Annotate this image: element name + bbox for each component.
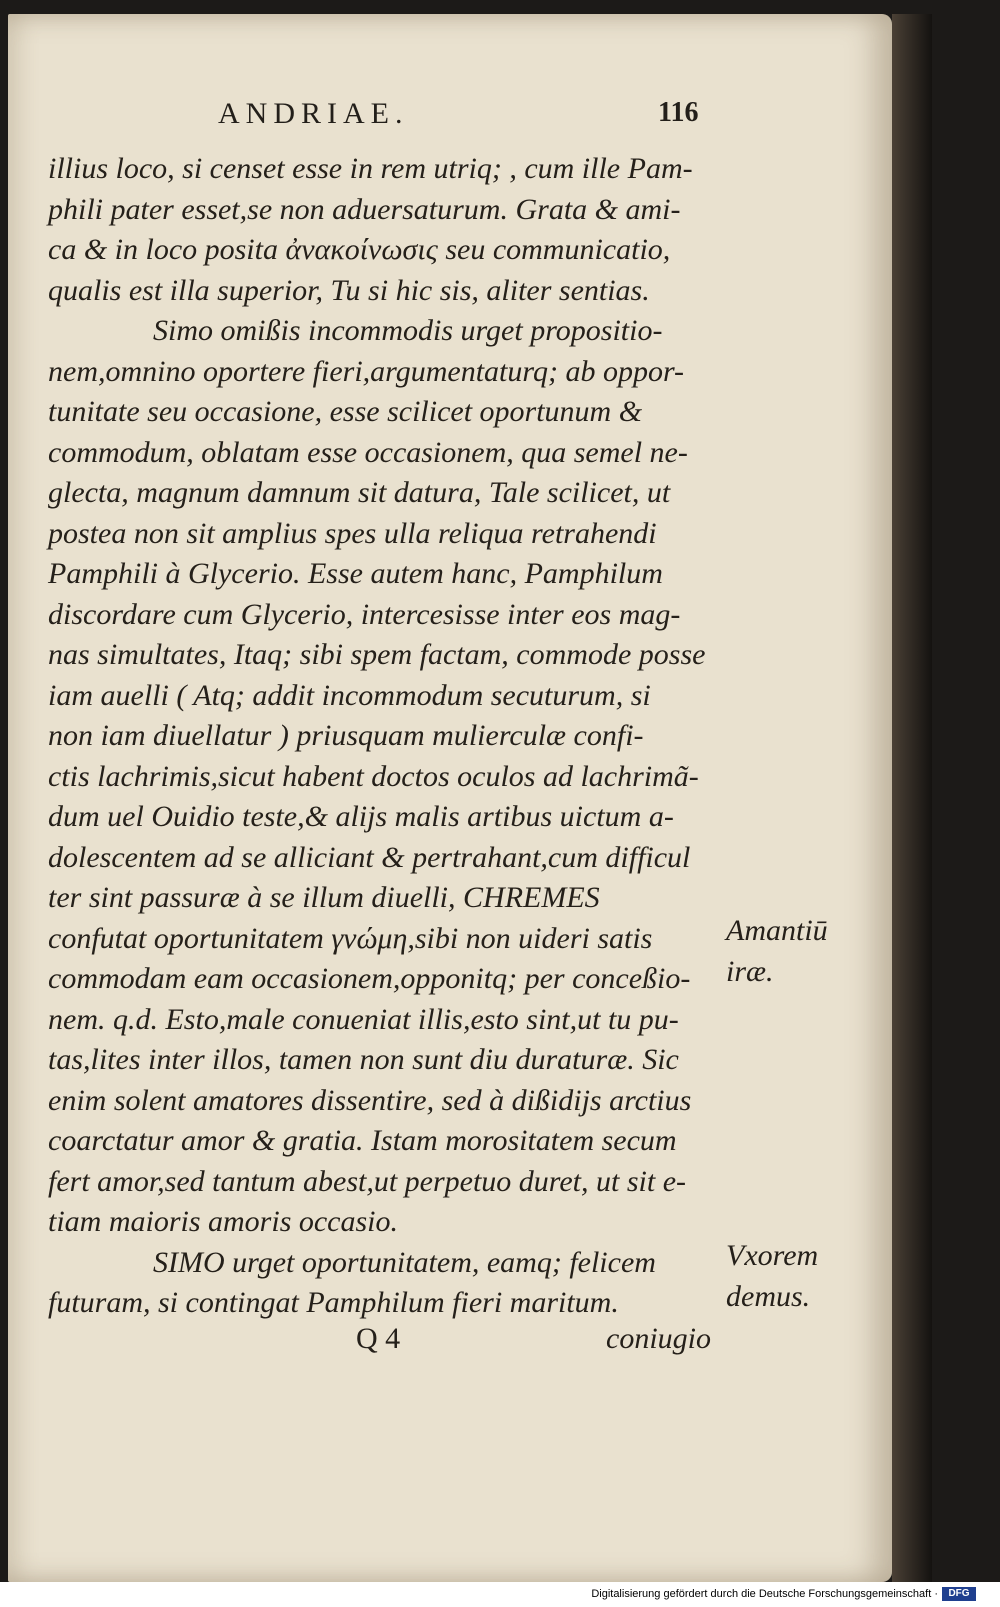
- text-line: phili pater esset,se non aduersaturum. Grata & ami-: [48, 192, 681, 226]
- text-line: commodum, oblatam esse occasionem, qua semel ne-: [48, 435, 688, 469]
- text-line: coarctatur amor & gratia. Istam morositatem secum: [48, 1124, 677, 1157]
- margin-note-line: Amantiū: [726, 914, 828, 947]
- text-line: dolescentem ad se alliciant & pertrahant,cum difficul: [48, 840, 691, 874]
- text-line: ter sint passuræ à se illum diuelli, CHREMES: [48, 881, 600, 914]
- text-line: iam auelli ( Atq; addit incommodum secuturum, si: [48, 678, 651, 712]
- text-line: qualis est illa superior, Tu si hic sis, aliter sentias.: [48, 273, 650, 307]
- page-number: 116: [658, 97, 699, 128]
- text-line: Simo omißis incommodis urget propositio-: [153, 314, 663, 347]
- text-line: dum uel Ouidio teste,& alijs malis artibus uictum a-: [48, 800, 674, 833]
- text-line: confutat oportunitatem γνώμη,sibi non uideri satis: [48, 921, 653, 955]
- text-line: tiam maioris amoris occasio.: [48, 1205, 399, 1238]
- margin-note-line: demus.: [726, 1279, 811, 1313]
- text-line: tas,lites inter illos, tamen non sunt diu duraturæ. Sic: [48, 1043, 679, 1076]
- text-line: nem. q.d. Esto,male conueniat illis,esto sint,ut tu pu-: [48, 1002, 679, 1036]
- signature-mark: Q 4: [356, 1322, 401, 1355]
- text-line: discordare cum Glycerio, intercesisse inter eos mag-: [48, 597, 681, 631]
- text-line: ca & in loco posita ἀνακοίνωσις seu communicatio,: [48, 233, 671, 266]
- text-line: enim solent amatores dissentire, sed à dißidijs arctius: [48, 1083, 692, 1117]
- catchword: coniugio: [606, 1322, 711, 1355]
- text-line: tunitate seu occasione, esse scilicet oportunum &: [48, 395, 643, 428]
- book-page: [8, 14, 892, 1582]
- book-edge-shadow: [892, 14, 932, 1582]
- credit-text: Digitalisierung gefördert durch die Deutsche Forschungsgemeinschaft ·: [591, 1588, 938, 1600]
- text-line: non iam diuellatur ) priusquam mulierculæ confi-: [48, 719, 644, 752]
- text-line: Pamphili à Glycerio. Esse autem hanc, Pamphilum: [48, 557, 663, 590]
- text-line: nem,omnino oportere fieri,argumentaturq; ab oppor-: [48, 354, 685, 388]
- text-line: glecta, magnum damnum sit datura, Tale scilicet, ut: [48, 476, 671, 509]
- text-line: futuram, si contingat Pamphilum fieri maritum.: [48, 1286, 619, 1319]
- text-line: ctis lachrimis,sicut habent doctos oculos ad lachrimã-: [48, 759, 699, 793]
- credit-bar: [0, 1582, 1000, 1607]
- margin-note-line: iræ.: [726, 954, 774, 988]
- running-head: ANDRIAE.: [218, 97, 409, 130]
- text-line: fert amor,sed tantum abest,ut perpetuo duret, ut sit e-: [48, 1164, 686, 1198]
- text-line: illius loco, si censet esse in rem utriq; , cum ille Pam-: [48, 152, 693, 185]
- margin-note-line: Vxorem: [726, 1239, 819, 1272]
- text-line: postea non sit amplius spes ulla reliqua retrahendi: [48, 516, 657, 550]
- margin-note: [726, 1236, 818, 1317]
- text-line: commodam eam occasionem,opponitq; per conceßio-: [48, 962, 691, 995]
- dfg-logo: DFG: [942, 1587, 976, 1601]
- main-text-block: [48, 149, 728, 1324]
- text-line: nas simultates, Itaq; sibi spem factam, commode posse: [48, 638, 706, 671]
- text-line: SIMO urget oportunitatem, eamq; felicem: [153, 1245, 656, 1279]
- page-header: [8, 97, 892, 137]
- margin-note: [726, 911, 828, 992]
- page-footer: [8, 1322, 892, 1362]
